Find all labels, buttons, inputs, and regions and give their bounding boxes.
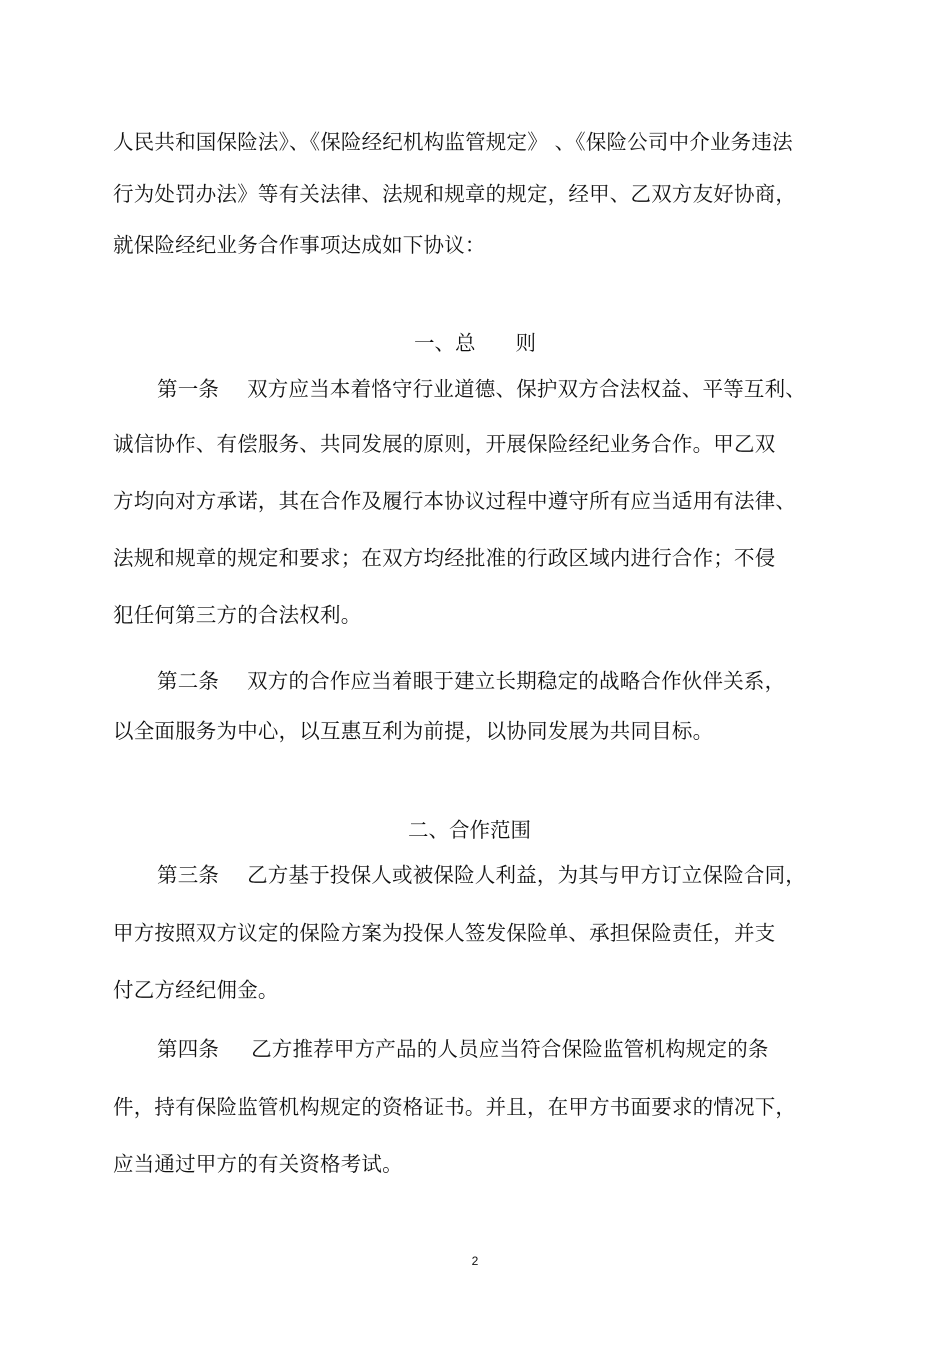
article-3-line-2: 甲方按照双方议定的保险方案为投保人签发保险单、承担保险责任，并支: [113, 921, 776, 945]
article-4-line-1: 乙方推荐甲方产品的人员应当符合保险监管机构规定的条: [251, 1037, 769, 1061]
article-3-line-3: 付乙方经纪佣金。: [113, 978, 279, 1002]
article-4-line-3: 应当通过甲方的有关资格考试。: [113, 1152, 403, 1176]
intro-line-1: 人民共和国保险法》、《保险经纪机构监管规定》 、《保险公司中介业务违法: [113, 130, 793, 154]
article-1-line-4: 法规和规章的规定和要求；在双方均经批准的行政区域内进行合作；不侵: [113, 546, 776, 570]
article-3-line-1: 乙方基于投保人或被保险人利益，为其与甲方订立保险合同，: [247, 863, 807, 887]
article-3-first-line: [157, 862, 806, 888]
article-4-label: 第四条: [157, 1037, 220, 1061]
section-heading-general: [414, 330, 536, 356]
article-2-label: 第二条: [157, 669, 220, 693]
article-1-line-1: 双方应当本着恪守行业道德、保护双方合法权益、平等互利、: [247, 377, 807, 401]
article-2-first-line: [157, 668, 785, 694]
article-1-line-3: 方均向对方承诺，其在合作及履行本协议过程中遵守所有应当适用有法律、: [113, 489, 797, 513]
article-2-line-2: 以全面服务为中心，以互惠互利为前提，以协同发展为共同目标。: [113, 719, 714, 743]
article-1-line-2: 诚信协作、有偿服务、共同发展的原则，开展保险经纪业务合作。甲乙双: [113, 432, 776, 456]
article-1-first-line: [157, 376, 806, 402]
article-4-line-2: 件，持有保险监管机构规定的资格证书。并且，在甲方书面要求的情况下，: [113, 1095, 797, 1119]
intro-line-2: 行为处罚办法》等有关法律、法规和规章的规定，经甲、乙双方友好协商，: [113, 182, 797, 206]
section-heading-general-num: 一、总: [414, 331, 476, 355]
intro-line-3: 就保险经纪业务合作事项达成如下协议：: [113, 233, 486, 257]
article-1-label: 第一条: [157, 377, 220, 401]
article-4-first-line: [157, 1036, 769, 1062]
article-2-line-1: 双方的合作应当着眼于建立长期稳定的战略合作伙伴关系，: [247, 669, 786, 693]
section-heading-general-end: 则: [515, 331, 536, 355]
page-number: 2: [471, 1254, 479, 1268]
section-heading-scope: 二、合作范围: [408, 818, 531, 842]
article-3-label: 第三条: [157, 863, 220, 887]
article-1-line-5: 犯任何第三方的合法权利。: [113, 603, 362, 627]
